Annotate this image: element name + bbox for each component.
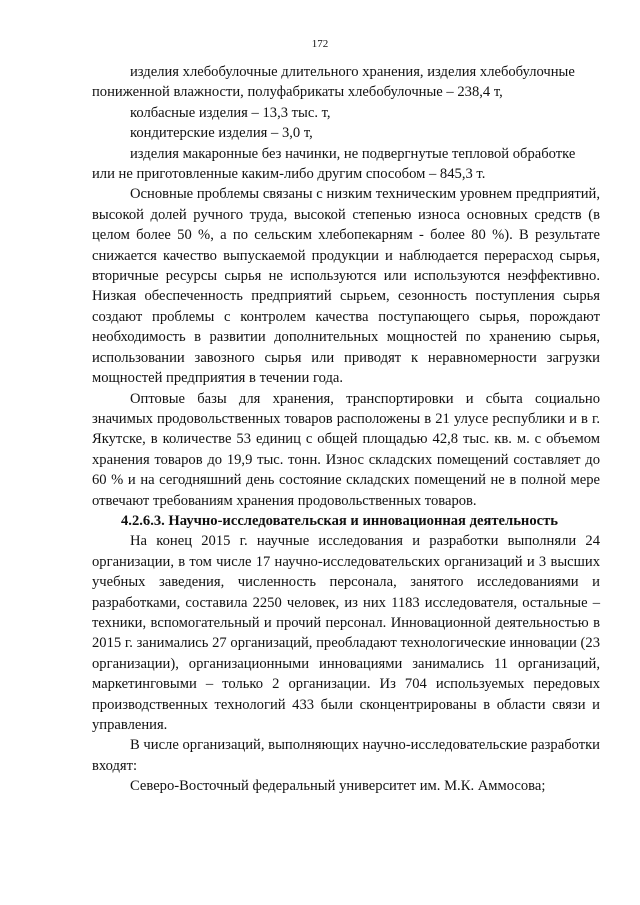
body-text bbox=[92, 62, 600, 797]
paragraph-main-problems: Основные проблемы связаны с низким техническим уровнем предприятий, высокой долей ручного труда, высокой степенью износа основных средств (в целом более 50 %, а по сельским хлебопекарням - более 80 %). В результате снижается качество выпускаемой продукции и наблюдается перерасход сырья, вторичные ресурсы сырья не используются или используются неэффективно. Низкая обеспеченность предприятий сырьем, сезонность поступления сырья создают проблемы с контролем качества поступающего сырья, порождают необходимость в развитии дополнительных мощностей по хранению сырья, использовании завозного сырья или приводят к неравномерности загрузки мощностей предприятия в течении года. bbox=[92, 186, 600, 387]
section-heading: 4.2.6.3. Научно-исследовательская и инновационная деятельность bbox=[121, 512, 558, 529]
paragraph-university: Северо-Восточный федеральный университет им. М.К. Аммосова; bbox=[130, 778, 546, 795]
paragraph-bakery-products: изделия хлебобулочные длительного хранения, изделия хлебобулочные пониженной влажности, полуфабрикаты хлебобулочные – 238,4 т, bbox=[92, 64, 575, 101]
paragraph-research-orgs: На конец 2015 г. научные исследования и разработки выполняли 24 организации, в том числе 17 научно-исследовательских организаций и 3 высших учебных заведения, численность персонала, занятого исследованиями и разработками, составила 2250 человек, из них 1183 исследователя, остальные – техники, вспомогательный и прочий персонал. Инновационной деятельностью в 2015 г. занимались 27 организаций, преобладают технологические инновации (23 организации), организационными инновациями занимались 11 организаций, маркетинговыми – только 2 организации. Из 704 используемых передовых производственных технологий 433 были сконцентрированы в области связи и управления. bbox=[92, 533, 600, 733]
paragraph-pasta-products: изделия макаронные без начинки, не подвергнутые тепловой обработке или не приготовленные каким-либо другим способом – 845,3 т. bbox=[92, 145, 576, 183]
paragraph-confectionery: кондитерские изделия – 3,0 т, bbox=[130, 125, 313, 142]
page-number: 172 bbox=[311, 38, 329, 50]
paragraph-sausage-products: колбасные изделия – 13,3 тыс. т, bbox=[130, 104, 331, 121]
paragraph-research-list-intro: В числе организаций, выполняющих научно-исследовательские разработки входят: bbox=[92, 737, 600, 774]
paragraph-wholesale-bases: Оптовые базы для хранения, транспортировки и сбыта социально значимых продовольственных товаров расположены в 21 улусе республики и в г. Якутске, в количестве 53 единиц с общей площадью 42,8 тыс. кв. м. с объемом хранения товаров до 19,9 тыс. тонн. Износ складских помещений составляет до 60 % и на сегодняшний день состояние складских помещений не в полной мере отвечают требованиям хранения продовольственных товаров. bbox=[92, 390, 600, 509]
